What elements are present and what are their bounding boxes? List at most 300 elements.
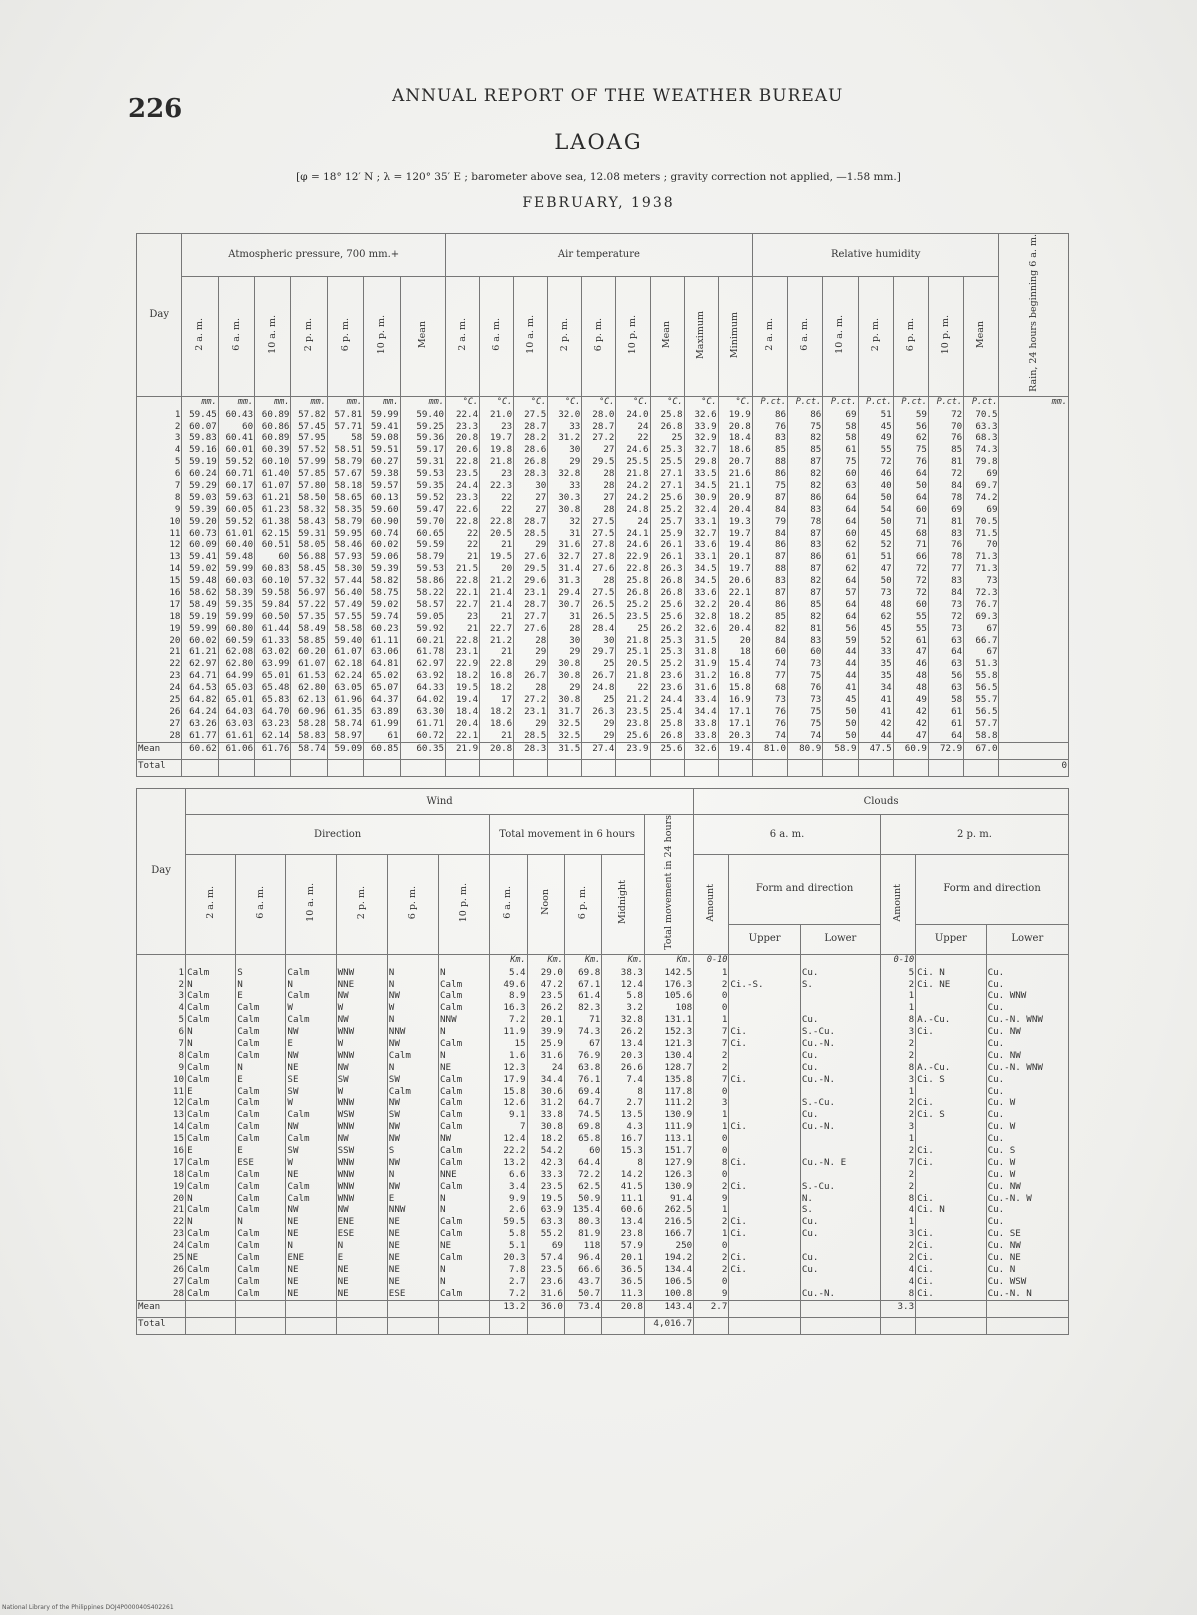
t1-col-21-cell: 63 [951, 634, 963, 646]
t1-col-11-cell: 26.5 [592, 598, 615, 610]
t1-col-0-cell: 59.16 [189, 444, 217, 456]
t1-col-8-cell: 16.8 [490, 670, 513, 682]
t2-day-number: 25 [173, 1252, 185, 1264]
t2-direction-col-5-cell: Calm [440, 1121, 463, 1133]
t2-total24-col-cell: 113.1 [664, 1133, 693, 1145]
t2-direction-col-1-cell: E [237, 1145, 243, 1156]
t1-col-20-cell: 62 [915, 432, 927, 444]
t2-lower-2pm-col-cell: Cu. [987, 1085, 1005, 1097]
t1-col-3-cell: 57.52 [298, 444, 326, 456]
t1-col-6-cell: 59.36 [416, 432, 445, 444]
t1-col-9-cell: 27.6 [524, 551, 547, 563]
t2-upper-6am-col-cell: Ci. [730, 1263, 747, 1275]
t1-subhead-11 [582, 277, 616, 397]
t1-col-4-cell: 58 [351, 432, 363, 444]
t1-mean-cell: 59.09 [327, 742, 363, 759]
t1-col-15-unit: °C. [735, 396, 751, 407]
t2-mean-cell [387, 1300, 438, 1317]
t2-movement-col-2-cell: 71 [589, 1014, 601, 1026]
t1-col-23-cell [1000, 432, 1067, 444]
t1-col-4-cell: 59.40 [334, 634, 363, 646]
t2-amount-6am-col-cell: 2 [721, 1216, 728, 1228]
t2-movement-col-1-cell: 47.2 [540, 978, 563, 990]
t1-col-6 [400, 396, 446, 742]
t2-direction-subhead-3 [336, 855, 387, 955]
t2-direction-col-5-cell: N [440, 1204, 446, 1216]
t2-upper-2pm-col-cell [917, 1038, 984, 1050]
t1-col-10-cell: 30.3 [558, 491, 581, 503]
t1-col-20-cell: 76 [915, 456, 927, 468]
t1-total-cell [823, 759, 858, 776]
t1-col-20-cell: 55 [915, 622, 927, 634]
t2-direction-col-4-cell: E [388, 1192, 395, 1204]
t2-lower-2pm-col-cell: Cu. [987, 1073, 1005, 1085]
t2-direction-col-0-cell: Calm [187, 1263, 210, 1275]
t1-subhead-9 [514, 277, 548, 397]
t2-direction-col-3-cell: WNW [337, 1121, 355, 1133]
t2-direction-col-3-cell: NE [337, 1287, 349, 1299]
t1-col-23-cell [1000, 421, 1067, 433]
t1-col-0-cell: 60.73 [189, 527, 217, 539]
t2-direction-col-5-cell: Calm [440, 1085, 463, 1097]
t2-amount-2pm-col-cell: 4 [908, 1263, 915, 1275]
t1-col-0-cell: 61.77 [189, 729, 217, 741]
t2-direction-col-3-cell: NNE [337, 978, 355, 990]
t2-amount-2pm-col-cell: 2 [908, 1180, 915, 1192]
t1-day-number: 25 [169, 694, 181, 706]
t2-movement-col-3 [602, 954, 645, 1300]
t1-col-21-cell: 78 [951, 551, 963, 563]
t2-direction-col-1-cell: N [237, 1061, 243, 1073]
t2-direction-col-2-cell: Calm [287, 1133, 310, 1145]
t1-col-6-cell: 60.65 [416, 527, 445, 539]
t2-amount-6am-col-cell: 0 [721, 1085, 728, 1097]
t1-col-0-cell: 58.62 [189, 587, 217, 599]
t2-direction-col-5-cell: Calm [440, 1228, 463, 1240]
t2-upper-6am-col [729, 954, 801, 1300]
t1-col-9-cell: 28 [535, 634, 547, 646]
t2-movement-col-3-cell: 7.4 [626, 1073, 643, 1085]
t1-col-9-cell: 27 [535, 491, 547, 503]
t1-mean-cell: 60.9 [893, 742, 928, 759]
t2-direction-col-4-cell: NE [388, 1263, 400, 1275]
t1-col-0-cell: 64.53 [189, 682, 217, 694]
t2-upper-6am-col-cell: Ci. [730, 1216, 747, 1228]
t2-direction-subhead-0 [186, 855, 236, 955]
t1-day-number: 8 [174, 491, 181, 503]
t2-upper-6am-col-cell: Ci.-S. [730, 978, 764, 990]
t1-col-21-cell: 61 [951, 705, 963, 717]
t2-lower-2pm-col-cell: Cu. NW [987, 1026, 1021, 1038]
t1-col-5-cell: 58.75 [370, 587, 399, 599]
t1-col-22-cell: 70 [986, 539, 998, 551]
t2-direction-col-4-cell: Calm [388, 1049, 411, 1061]
t1-col-6-cell: 59.53 [416, 563, 445, 575]
t2-upper-2pm-col-cell [917, 1002, 984, 1014]
t2-direction-col-0-cell: Calm [187, 1121, 210, 1133]
t2-movement-col-2-cell: 43.7 [578, 1275, 601, 1287]
t1-col-4 [327, 396, 363, 742]
t1-col-5-cell: 61 [387, 729, 399, 741]
t2-day-number: 10 [173, 1073, 185, 1085]
t2-movement-col-1-cell: 34.4 [540, 1073, 563, 1085]
t1-col-4-cell: 62.18 [334, 658, 363, 670]
t2-lower-6am-col [800, 954, 880, 1300]
t2-amount-2pm-mean: 3.3 [880, 1300, 915, 1317]
t1-col-17-unit: P.ct. [795, 396, 822, 407]
t1-day-number: 5 [174, 456, 181, 468]
t2-movement-col-1-cell: 42.3 [540, 1156, 563, 1168]
t1-col-19-cell: 42 [880, 717, 892, 729]
t2-clouds-header: Clouds [694, 789, 1069, 815]
t1-col-1-cell: 62.08 [225, 646, 254, 658]
t2-direction-col-0-cell: Calm [187, 1109, 210, 1121]
t1-col-2-cell: 61.44 [261, 622, 290, 634]
t2-upper-2pm-col-cell: Ci. [917, 1275, 934, 1287]
t1-col-8-cell: 22.8 [490, 515, 513, 527]
t2-direction-col-2-cell: E [287, 1037, 293, 1049]
t1-col-0-cell: 59.83 [189, 432, 217, 444]
t1-col-20-cell: 42 [915, 705, 927, 717]
t1-mean-cell: 31.5 [548, 742, 582, 759]
t2-direction-subhead-label: 10 a. m. [305, 882, 317, 922]
t1-col-12-cell: 25.5 [626, 456, 649, 468]
t2-movement-col-3-cell: 38.3 [620, 966, 643, 978]
t1-col-9-cell: 28.3 [524, 468, 547, 480]
t1-col-9-cell: 27.7 [524, 610, 547, 622]
t1-col-18-cell: 75 [845, 456, 857, 468]
t2-movement-col-2-cell: 72.2 [578, 1168, 601, 1180]
t1-col-15-cell: 20.4 [728, 598, 751, 610]
t2-lower-6am-col-cell [802, 1002, 879, 1014]
t2-lower-2pm-col-cell: Cu. [987, 1002, 1005, 1014]
t1-col-11-cell: 25 [603, 658, 615, 670]
t1-day-number: 28 [169, 729, 181, 741]
t1-subhead-label: 10 a. m. [834, 315, 846, 354]
t1-col-15-cell: 22.1 [728, 587, 751, 599]
t1-col-4-cell: 58.46 [334, 539, 363, 551]
t1-total-cell [480, 759, 514, 776]
t2-lower-6am-col-cell: Cu. [801, 1014, 819, 1026]
t1-col-5-cell: 59.08 [370, 432, 399, 444]
t1-col-8-cell: 21.2 [490, 634, 513, 646]
t2-mean-cell [236, 1300, 286, 1317]
t1-col-5-cell: 59.51 [370, 444, 399, 456]
t1-col-12-cell: 24.0 [626, 408, 649, 420]
t1-col-15-cell: 18.6 [728, 444, 751, 456]
t1-col-4-cell: 58.58 [334, 622, 363, 634]
t2-direction-col-4-cell: NNW [388, 1026, 406, 1038]
t1-col-14-cell: 31.5 [694, 634, 717, 646]
t1-col-11-cell: 28 [603, 480, 615, 492]
t1-col-20-cell: 72 [915, 575, 927, 587]
t1-col-20-cell: 46 [915, 658, 927, 670]
t1-col-13-cell: 25.6 [660, 491, 683, 503]
t1-subhead-3 [291, 277, 327, 397]
t1-col-15-cell: 21.6 [728, 468, 751, 480]
t2-lower-6am-col-cell: Cu.-N. [801, 1287, 836, 1299]
t1-col-10-cell: 30.8 [558, 670, 581, 682]
t1-col-5-cell: 60.90 [370, 515, 399, 527]
t1-col-23-cell [1000, 563, 1067, 575]
t1-col-5-cell: 59.57 [370, 480, 399, 492]
t1-col-16-cell: 79 [774, 515, 787, 527]
t2-movement-col-0-cell: 7.8 [508, 1263, 526, 1275]
t1-col-18-cell: 44 [845, 646, 857, 658]
t1-col-13-cell: 25.3 [660, 444, 683, 456]
t2-direction-subhead-label: 2 p. m. [355, 885, 367, 920]
t1-total-cell [514, 759, 548, 776]
t1-day-number: 14 [169, 563, 181, 575]
t2-upper-2pm-col-cell: Ci. N [917, 1204, 945, 1216]
t2-movement-col-1-cell: 23.6 [540, 1275, 563, 1287]
t2-total-cell [880, 1317, 915, 1334]
t1-col-22-cell: 76.7 [975, 598, 998, 610]
t1-col-21-cell: 85 [951, 444, 963, 456]
t2-amount-2pm-col-cell: 2 [908, 1168, 915, 1180]
t2-direction-col-5-cell: Calm [440, 1109, 463, 1121]
t1-col-20-cell: 59 [915, 408, 927, 420]
t1-day-number: 21 [169, 646, 181, 658]
t1-col-19-cell: 50 [880, 491, 892, 503]
t1-col-8-cell: 21.8 [490, 456, 513, 468]
t1-col-12-cell: 24.2 [626, 480, 649, 492]
t2-movement-col-1-cell: 31.2 [540, 1097, 563, 1109]
t2-direction-col-0-cell: Calm [187, 1061, 210, 1073]
t2-total24-col-cell: 106.5 [664, 1275, 693, 1287]
t2-lower-header-2pm: Lower [986, 924, 1068, 954]
t2-upper-6am-col-cell: Ci. [730, 1180, 747, 1192]
t1-subhead-1 [218, 277, 254, 397]
t2-total-cell [490, 1317, 527, 1334]
t2-movement-col-2-cell: 50.7 [578, 1287, 601, 1299]
t1-col-19-cell: 44 [880, 729, 892, 741]
t2-movement-col-2-cell: 69.8 [578, 1121, 601, 1133]
t2-direction-col-0-cell: Calm [187, 1168, 210, 1180]
t2-movement-col-1-cell: 57.4 [540, 1252, 563, 1264]
t2-direction-col-0-cell: NE [187, 1252, 199, 1264]
t1-col-3-cell: 62.80 [298, 682, 326, 694]
t1-col-1-cell: 61.01 [225, 527, 254, 539]
t1-col-18-cell: 50 [845, 705, 857, 717]
t1-col-22-cell: 51.3 [975, 658, 998, 670]
t1-day-number: 26 [169, 705, 181, 717]
t2-direction-col-1-cell: Calm [237, 1109, 260, 1121]
t1-col-23-cell [1000, 623, 1067, 635]
t2-lower-6am-col-cell: S.-Cu. [801, 1180, 836, 1192]
t1-col-8-cell: 21.2 [490, 575, 513, 587]
t2-lower-6am-col-unit [802, 955, 879, 967]
t2-upper-2pm-col-cell: Ci. NE [917, 978, 951, 990]
t1-col-21-cell: 72 [951, 408, 963, 420]
t2-direction-col-0-cell: Calm [187, 1014, 210, 1026]
t1-col-20-cell: 68 [915, 527, 927, 539]
t1-col-11-cell: 25 [603, 694, 615, 706]
t1-col-13-cell: 25.2 [660, 658, 683, 670]
t2-day-spacer [138, 955, 184, 967]
t2-direction-col-2-cell: NW [287, 1121, 299, 1133]
t1-pressure-header: Atmospheric pressure, 700 mm.+ [182, 234, 446, 277]
t2-movement-col-1-cell: 31.6 [540, 1049, 563, 1061]
t2-direction-col-3-cell: NW [337, 1014, 349, 1026]
t2-lower-2pm-col-cell: Cu.-N. WNW [987, 1061, 1043, 1073]
t1-col-8-cell: 21 [501, 539, 513, 551]
t1-col-16-cell: 76 [774, 717, 787, 729]
t1-col-12-cell: 21.2 [626, 694, 649, 706]
t2-day-number: 22 [173, 1216, 185, 1228]
t1-col-13-cell: 27.1 [660, 480, 683, 492]
t2-lower-2pm-col-cell: Cu.-N. N [987, 1287, 1032, 1299]
t1-col-3-cell: 57.85 [298, 468, 326, 480]
t1-col-1-cell: 60.71 [225, 468, 254, 480]
t1-col-19-cell: 47 [880, 563, 892, 575]
t2-lower-6am-col-cell: Cu. [801, 1216, 819, 1228]
t2-direction-col-5 [439, 954, 490, 1300]
t2-direction-col-0-cell: E [187, 1145, 193, 1156]
t1-col-10-cell: 31 [569, 527, 581, 539]
t2-amount-6am-col-cell: 2 [721, 978, 728, 990]
t2-movement-col-0-cell: 9.1 [508, 1109, 526, 1121]
t1-col-17-cell: 87 [810, 527, 822, 539]
t1-col-12-cell: 24 [637, 515, 649, 527]
t1-subhead-20 [893, 277, 928, 397]
t2-upper-6am-col-cell [730, 1002, 799, 1014]
t1-col-5-cell: 60.27 [370, 456, 399, 468]
t2-total24-col-cell: 142.5 [664, 966, 693, 978]
t1-col-22-cell: 69.3 [975, 610, 998, 622]
t1-col-16-cell: 86 [774, 539, 787, 551]
t1-col-16-cell: 87 [774, 491, 787, 503]
t2-direction-col-4-cell: N [388, 966, 395, 978]
t2-amount-2pm-col-cell: 2 [908, 1037, 915, 1049]
t2-amount-6am-col-cell: 1 [721, 1109, 728, 1121]
t1-col-0-cell: 59.20 [189, 515, 217, 527]
t2-movement-col-2-cell: 80.3 [578, 1216, 601, 1228]
t2-direction-subhead-1 [236, 855, 286, 955]
t2-lower-2pm-col-cell: Cu.-N. W [987, 1192, 1032, 1204]
t2-lower-2pm-col-cell: Cu.-N. WNW [987, 1014, 1043, 1026]
t1-col-6-cell: 64.33 [416, 682, 445, 694]
t1-col-14-cell: 31.8 [694, 646, 717, 658]
t2-lower-2pm-col-cell: Cu. NW [987, 1240, 1021, 1252]
t2-movement-subhead-label: Midnight [617, 880, 629, 925]
t2-day-number: 3 [178, 990, 185, 1002]
t2-day-number: 2 [178, 978, 185, 990]
t2-amount-2pm-col-cell: 2 [908, 1252, 915, 1264]
t2-mean-label: Mean [137, 1300, 186, 1317]
t2-amount-6am-col-cell: 0 [721, 1275, 728, 1287]
t1-col-22-cell: 68.3 [975, 432, 998, 444]
t1-mean-cell: 60.62 [182, 742, 218, 759]
t2-direction-col-2-cell: NW [287, 1026, 299, 1038]
t1-col-4-cell: 59.95 [334, 527, 363, 539]
t1-col-16-cell: 76 [774, 705, 787, 717]
t2-movement-col-0-cell: 49.6 [503, 978, 526, 990]
t2-direction-col-4-cell: N [388, 1014, 395, 1026]
t2-direction-col-0-cell: Calm [187, 1049, 210, 1061]
t2-day-number: 23 [173, 1228, 185, 1240]
t2-movement-col-1-cell: 25.9 [540, 1037, 563, 1049]
t1-col-20 [893, 396, 928, 742]
t1-subhead-7 [446, 277, 480, 397]
t1-col-17 [788, 396, 823, 742]
t2-upper-2pm-col-cell [917, 1181, 984, 1193]
t2-total-cell [286, 1317, 336, 1334]
t2-lower-2pm-col-cell: Cu. [987, 978, 1005, 990]
t2-direction-col-2-cell: NE [287, 1275, 299, 1287]
t1-col-14-cell: 32.9 [694, 432, 717, 444]
t1-col-18-cell: 44 [845, 658, 857, 670]
t1-mean-cell: 60.35 [400, 742, 446, 759]
t1-col-6-cell: 61.71 [416, 717, 445, 729]
t1-col-22-cell: 70.5 [975, 515, 998, 527]
t1-col-14-cell: 33.8 [694, 717, 717, 729]
t2-upper-2pm-col-cell: A.-Cu. [917, 1061, 951, 1073]
t1-col-0-unit: mm. [201, 396, 217, 407]
t1-col-4-cell: 57.81 [334, 408, 363, 420]
t2-movement-col-2-cell: 82.3 [578, 1002, 601, 1014]
t2-lower-6am-col-cell: Cu. [801, 1228, 819, 1240]
t2-direction-col-1-unit [237, 955, 284, 967]
t2-direction-col-3-cell: NW [337, 990, 349, 1002]
t1-col-21-cell: 58 [951, 694, 963, 706]
t1-day-number: 3 [174, 432, 181, 444]
t1-col-8-cell: 19.8 [490, 444, 513, 456]
t2-amount-header-6am [694, 855, 729, 955]
t1-col-4-cell: 56.40 [334, 587, 363, 599]
report-title: ANNUAL REPORT OF THE WEATHER BUREAU [392, 86, 844, 106]
t1-col-6-cell: 58.57 [416, 598, 445, 610]
t2-upper-2pm-col-cell: Ci. S [917, 1073, 945, 1085]
t2-day-number: 15 [173, 1133, 185, 1145]
t1-subhead-label: 10 p. m. [940, 314, 952, 355]
t2-upper-6am-col-cell [730, 1086, 799, 1098]
t2-amount-6am-col-cell: 8 [721, 1156, 728, 1168]
t1-col-7-cell: 20.4 [455, 717, 479, 729]
t2-direction-col-5-cell: Calm [440, 1156, 463, 1168]
t1-col-11-cell: 29 [603, 729, 615, 741]
t1-col-10-cell: 32.5 [558, 729, 581, 741]
t2-total24-col [644, 954, 693, 1300]
t1-mean-cell [999, 742, 1069, 759]
t1-col-7-cell: 22.8 [455, 515, 479, 527]
t2-movement-col-3-cell: 8 [637, 1085, 643, 1097]
t1-col-6-cell: 59.05 [416, 610, 445, 622]
t1-col-23-cell [1000, 468, 1067, 480]
t1-col-13-cell: 25.9 [660, 527, 683, 539]
t2-direction-col-0-cell: N [187, 1026, 193, 1038]
t1-col-4-cell: 58.18 [334, 480, 363, 492]
t2-upper-2pm-col-cell: Ci. [917, 1026, 934, 1038]
t1-col-19-cell: 40 [880, 480, 892, 492]
t1-col-2-cell: 65.83 [261, 694, 290, 706]
t1-col-22-cell: 57.7 [975, 717, 998, 729]
t1-col-21-cell: 84 [951, 587, 963, 599]
t1-mean-cell: 20.8 [480, 742, 514, 759]
t2-total-cell [236, 1317, 286, 1334]
t2-movement-subhead-label: Noon [539, 889, 551, 916]
t1-col-9-cell: 29 [535, 539, 547, 551]
t1-col-12-cell: 24.2 [626, 491, 649, 503]
t2-movement-col-0-cell: 9.9 [508, 1192, 526, 1204]
t1-col-14 [684, 396, 718, 742]
t1-total-cell [400, 759, 446, 776]
t1-col-7-cell: 22.7 [455, 598, 479, 610]
t1-col-10-cell: 29 [569, 646, 581, 658]
t2-movement-col-3-cell: 13.4 [620, 1216, 643, 1228]
t1-col-23-cell [1000, 551, 1067, 563]
t1-col-2-cell: 60.86 [261, 420, 290, 432]
